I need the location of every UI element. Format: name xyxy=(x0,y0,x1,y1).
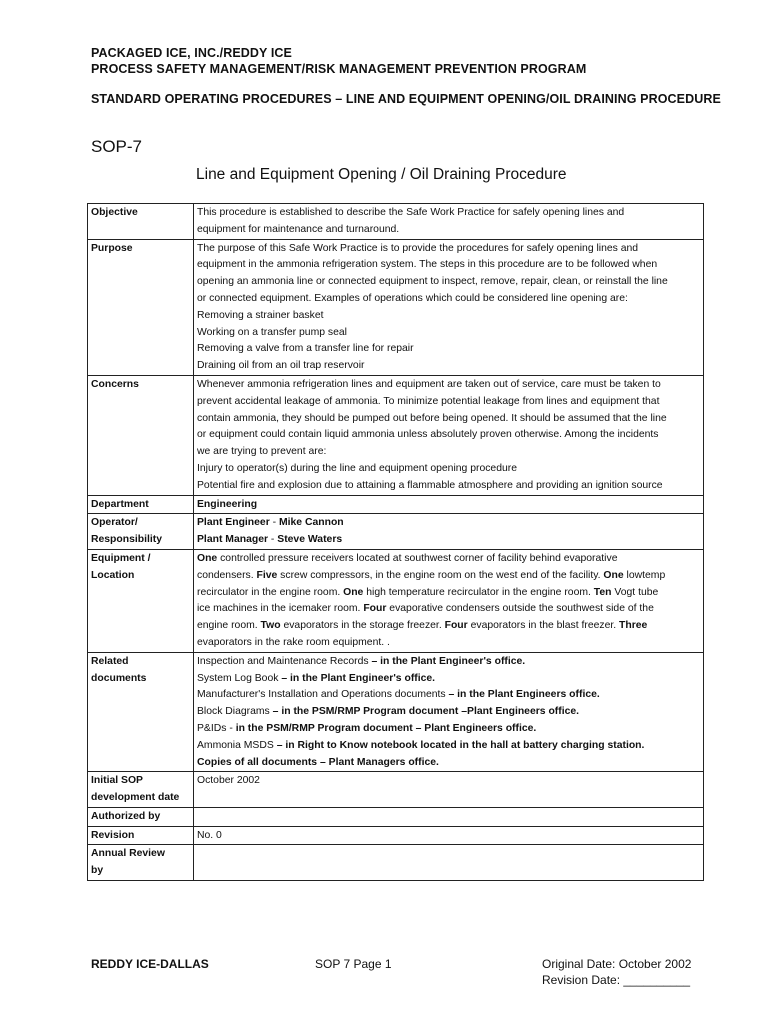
equipment-text: screw compressors, in the engine room on the west end of the facility. xyxy=(277,569,604,581)
document-entry xyxy=(197,721,700,738)
equipment-count: Five xyxy=(256,569,278,581)
row-value-annual-review xyxy=(194,845,704,881)
row-label-authorized-by: Authorized by xyxy=(88,807,194,826)
document-location: Copies of all documents – Plant Managers office. xyxy=(197,756,439,768)
table-row-annual-review xyxy=(88,845,704,881)
purpose-line: equipment in the ammonia refrigeration system. The steps in this procedure are to be followed when xyxy=(197,259,658,271)
document-location: – in the PSM/RMP Program document –Plant Engineers office. xyxy=(272,706,580,718)
row-value-department: Engineering xyxy=(194,495,704,514)
related-label-line: documents xyxy=(91,672,147,684)
row-value-related-documents xyxy=(194,652,704,772)
equipment-line xyxy=(197,551,700,568)
row-value-revision: No. 0 xyxy=(194,826,704,845)
document-name: Inspection and Maintenance Records xyxy=(197,655,372,667)
role-text: Plant Manager xyxy=(197,534,269,546)
operator-label-line: Operator/ xyxy=(91,517,138,529)
footer-revision-date: Revision Date: __________ xyxy=(542,973,691,987)
table-row-operator xyxy=(88,514,704,550)
document-location: in the PSM/RMP Program document – Plant Engineers office. xyxy=(235,722,537,734)
equipment-count: Three xyxy=(619,620,648,632)
concerns-line: Injury to operator(s) during the line and equipment opening procedure xyxy=(197,462,518,474)
row-label-purpose: Purpose xyxy=(88,239,194,375)
concerns-line: Potential fire and explosion due to attaining a flammable atmosphere and providing an ignition source xyxy=(197,479,663,491)
table-row-equipment xyxy=(88,549,704,652)
equipment-line xyxy=(197,601,700,618)
footer-original-date: Original Date: October 2002 xyxy=(542,957,692,971)
document-name: Ammonia MSDS xyxy=(197,739,277,751)
purpose-line: The purpose of this Safe Work Practice is to provide the procedures for safely opening lines and xyxy=(197,242,639,254)
section-heading: STANDARD OPERATING PROCEDURES – LINE AND EQUIPMENT OPENING/OIL DRAINING PROCEDURE xyxy=(91,92,721,106)
equipment-count: One xyxy=(197,552,218,564)
purpose-line: Draining oil from an oil trap reservoir xyxy=(197,360,365,372)
equipment-text: evaporators in the blast freezer. xyxy=(467,620,620,632)
equipment-line xyxy=(197,585,700,602)
row-value-authorized-by xyxy=(194,807,704,826)
row-label-annual-review xyxy=(88,845,194,881)
separator: - xyxy=(269,517,279,529)
row-label-revision: Revision xyxy=(88,826,194,845)
row-label-initial-sop xyxy=(88,772,194,808)
document-location: – in the Plant Engineer's office. xyxy=(371,655,526,667)
concerns-line: or equipment could contain liquid ammonia unless absolutely proven otherwise. Among the incidents xyxy=(197,429,659,441)
document-name: Manufacturer's Installation and Operations documents xyxy=(197,689,449,701)
document-title: Line and Equipment Opening / Oil Draining Procedure xyxy=(196,166,567,183)
person-name: Mike Cannon xyxy=(278,517,344,529)
document-entry xyxy=(197,654,700,671)
objective-line: This procedure is established to describe the Safe Work Practice for safely opening lines and xyxy=(197,207,625,218)
table-row-department xyxy=(88,495,704,514)
footer-page-number: SOP 7 Page 1 xyxy=(315,957,392,971)
row-value-initial-sop: October 2002 xyxy=(194,772,704,808)
row-value-objective xyxy=(194,204,704,240)
concerns-line: Whenever ammonia refrigeration lines and equipment are taken out of service, care must be taken to xyxy=(197,378,661,390)
equipment-label-line: Location xyxy=(91,569,135,581)
equipment-text: evaporative condensers outside the southwest side of the xyxy=(386,603,654,615)
equipment-count: One xyxy=(343,586,364,598)
document-entry xyxy=(197,738,700,755)
sop-number: SOP-7 xyxy=(91,137,143,156)
purpose-line: Removing a valve from a transfer line for repair xyxy=(197,343,414,355)
equipment-count: Ten xyxy=(593,586,612,598)
equipment-text: high temperature recirculator in the engine room. xyxy=(363,586,594,598)
purpose-line: opening an ammonia line or connected equipment to inspect, remove, repair, clean, or reinstall the line xyxy=(197,276,668,288)
equipment-count: Two xyxy=(260,620,281,632)
initial-sop-label-line: development date xyxy=(91,792,180,804)
table-row-related-documents xyxy=(88,652,704,772)
concerns-line: prevent accidental leakage of ammonia. To minimize potential leakage from lines and equipment that xyxy=(197,395,660,407)
equipment-line xyxy=(197,568,700,585)
annual-review-label-line: Annual Review xyxy=(91,848,165,860)
equipment-line xyxy=(197,635,700,652)
row-label-related-documents xyxy=(88,652,194,772)
document-name: System Log Book xyxy=(197,672,282,684)
document-location: – in Right to Know notebook located in the hall at battery charging station. xyxy=(276,739,645,751)
document-entry xyxy=(197,704,700,721)
row-label-equipment xyxy=(88,549,194,652)
table-row-authorized-by xyxy=(88,807,704,826)
row-label-objective: Objective xyxy=(88,204,194,240)
equipment-text: ice machines in the icemaker room. xyxy=(197,603,364,615)
document-entry xyxy=(197,687,700,704)
document-location: – in the Plant Engineer's office. xyxy=(281,672,436,684)
row-value-equipment xyxy=(194,549,704,652)
equipment-text: Vogt tube xyxy=(611,586,659,598)
operator-plant-manager xyxy=(197,532,700,549)
equipment-count: Four xyxy=(363,603,387,615)
table-row-concerns xyxy=(88,375,704,495)
operator-plant-engineer xyxy=(197,515,700,532)
company-name: PACKAGED ICE, INC./REDDY ICE xyxy=(91,46,292,60)
document-location: – in the Plant Engineers office. xyxy=(448,689,600,701)
document-name: P&IDs - xyxy=(197,722,236,734)
row-label-concerns: Concerns xyxy=(88,375,194,495)
person-name: Steve Waters xyxy=(277,534,343,546)
purpose-line: Removing a strainer basket xyxy=(197,309,324,321)
row-value-purpose xyxy=(194,239,704,375)
role-text: Plant Engineer xyxy=(197,517,270,529)
table-row-initial-sop xyxy=(88,772,704,808)
row-value-concerns xyxy=(194,375,704,495)
procedure-table xyxy=(87,203,704,881)
equipment-text: engine room. xyxy=(197,620,261,632)
table-row-revision xyxy=(88,826,704,845)
equipment-count: One xyxy=(603,569,624,581)
footer-company: REDDY ICE-DALLAS xyxy=(91,957,209,971)
document-entry xyxy=(197,755,700,772)
row-label-department: Department xyxy=(88,495,194,514)
table-row-objective xyxy=(88,204,704,240)
equipment-text: condensers. xyxy=(197,569,257,581)
row-label-operator xyxy=(88,514,194,550)
equipment-text: evaporators in the rake room equipment. . xyxy=(197,636,390,648)
separator: - xyxy=(268,534,278,546)
document-name: Block Diagrams xyxy=(197,706,273,718)
initial-sop-label-line: Initial SOP xyxy=(91,775,143,787)
equipment-count: Four xyxy=(444,620,468,632)
operator-label-line: Responsibility xyxy=(91,534,163,546)
equipment-text: recirculator in the engine room. xyxy=(197,586,344,598)
objective-line: equipment for maintenance and turnaround. xyxy=(197,223,400,235)
concerns-line: we are trying to prevent are: xyxy=(197,446,327,458)
row-value-operator xyxy=(194,514,704,550)
concerns-line: contain ammonia, they should be pumped out before being opened. It should be assumed that the line xyxy=(197,412,667,424)
equipment-text: controlled pressure receivers located at southwest corner of facility behind evaporative xyxy=(217,552,618,564)
program-name: PROCESS SAFETY MANAGEMENT/RISK MANAGEMENT PREVENTION PROGRAM xyxy=(91,62,587,76)
purpose-line: Working on a transfer pump seal xyxy=(197,326,347,338)
equipment-text: evaporators in the storage freezer. xyxy=(280,620,445,632)
equipment-line xyxy=(197,618,700,635)
table-row-purpose xyxy=(88,239,704,375)
purpose-line: or connected equipment. Examples of operations which could be considered line opening are: xyxy=(197,292,628,304)
related-label-line: Related xyxy=(91,655,129,667)
document-entry xyxy=(197,671,700,688)
equipment-text: lowtemp xyxy=(623,569,666,581)
annual-review-label-line: by xyxy=(91,865,104,877)
equipment-label-line: Equipment / xyxy=(91,552,151,564)
